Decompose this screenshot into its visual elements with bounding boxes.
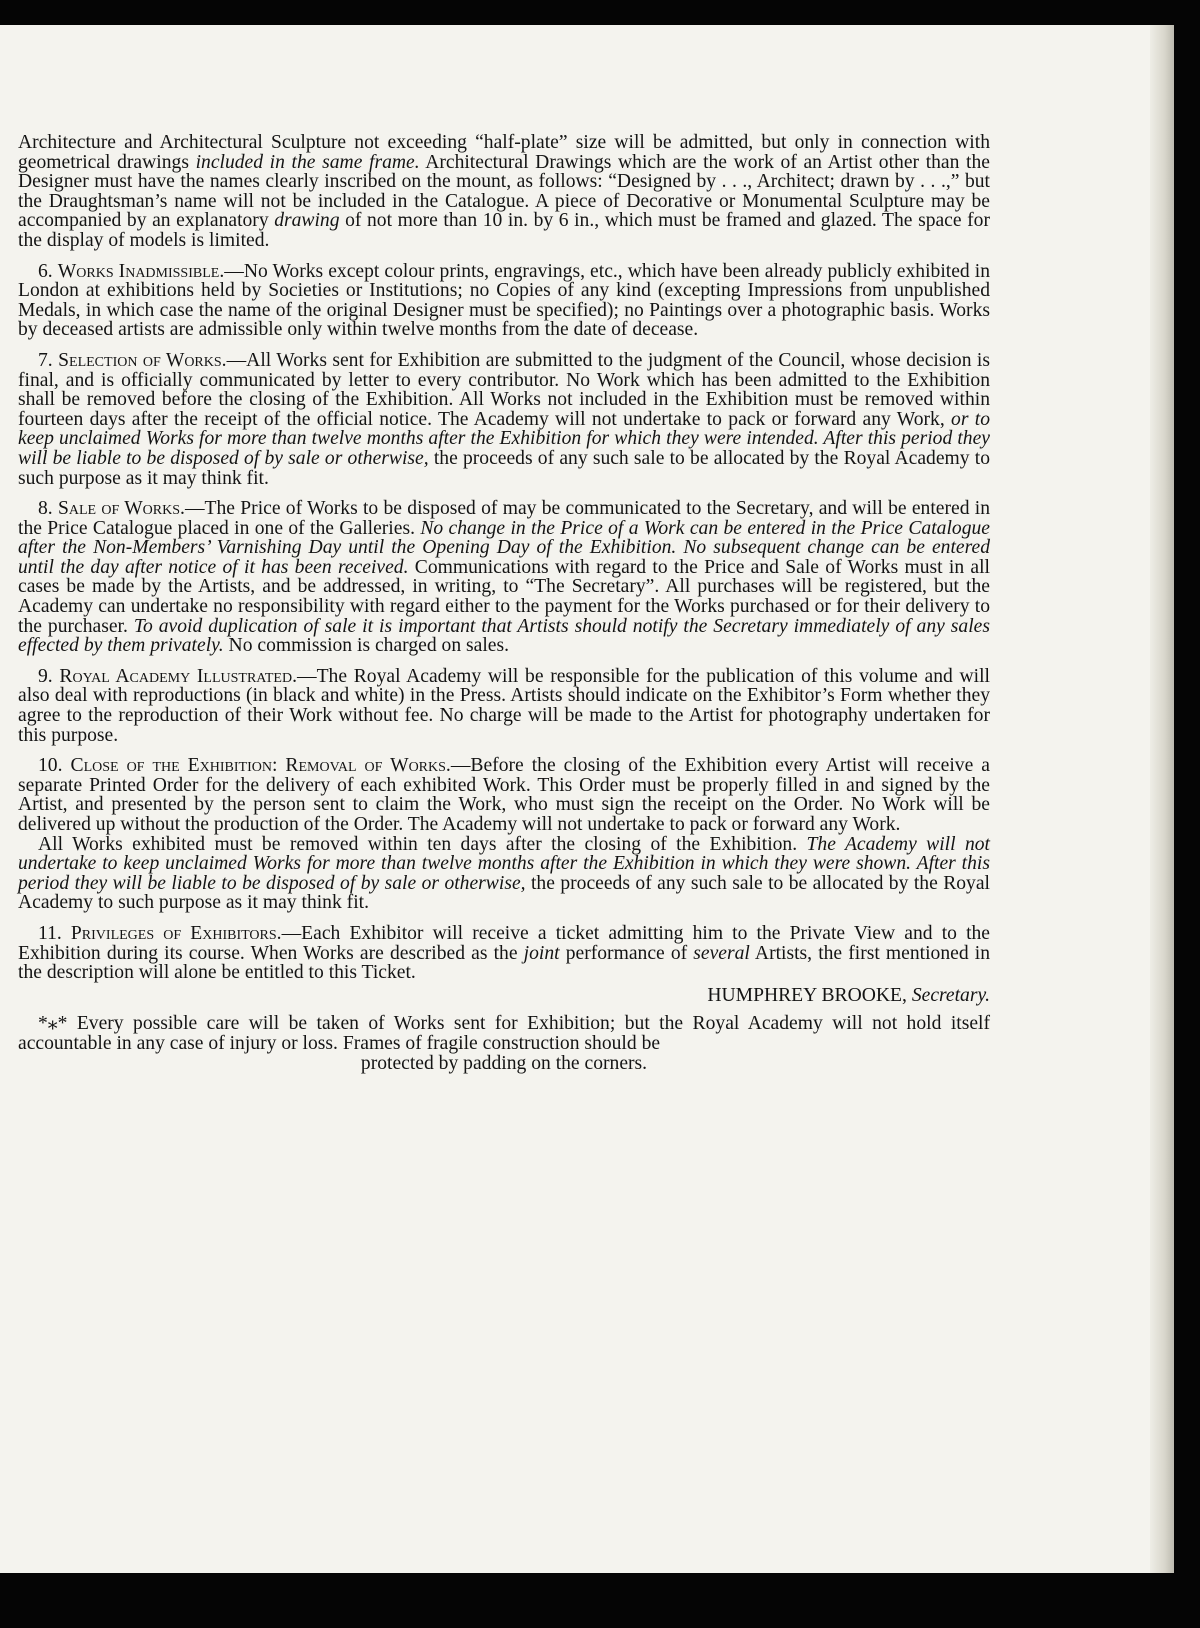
section-8-italic-2: To avoid duplication of sale it is important that Artists should notify the Secretary immediately of any sales effected by them privately. <box>18 615 990 657</box>
signature <box>18 986 990 1006</box>
footnote-text-end: protected by padding on the corners. <box>360 1052 648 1074</box>
section-7-number: 7. <box>38 349 53 371</box>
section-8 <box>18 499 990 656</box>
continuation-italic-2: drawing <box>274 210 340 232</box>
footnote <box>18 1014 990 1053</box>
section-10-text: —Before the closing of the Exhibition every Artist will receive a separate Printed Order for the delivery of each exhibited Work. This Order must be properly filled in and signed by the Artist, and presented by the person sent to claim the Work, who must sign the receipt on the Order. No Work will be delivered up without the production of the Order. The Academy will not undertake to pack or forward any Work. <box>18 755 990 835</box>
section-11-number: 11. <box>38 922 62 944</box>
section-10 <box>18 756 990 834</box>
section-11-text-1: —Each Exhibitor will receive a ticket admitting him to the Private View and to the Exhibition during its course. When Works are described as the <box>18 922 991 964</box>
continuation-text-1: Architecture and Architectural Sculpture not exceeding “half-plate” size will be admitted, but only in connection with geometrical drawings <box>18 132 990 173</box>
section-6-number: 6. <box>38 260 53 282</box>
signature-name: HUMPHREY BROOKE, <box>707 984 912 1006</box>
section-10-paragraph-2 <box>18 835 990 913</box>
continuation-text-2: Architectural Drawings which are the work of an Artist other than the Designer must have the names clearly inscribed on the mount, as follows: “Designed by . . ., Architect; drawn by . . .,” but the Draughtsman’s name will not be included in the Catalogue. A piece of Decorative or Monumental Sculpture may be accompanied by an explanatory <box>18 151 990 232</box>
section-7-text-2: the proceeds of any such sale to be allocated by the Royal Academy to such purpose as it may think fit. <box>18 447 991 489</box>
section-10-p2-text-1: All Works exhibited must be removed within ten days after the closing of the Exhibition. <box>38 833 807 855</box>
section-8-heading: Sale of Works. <box>57 498 185 520</box>
section-10-p2-text-2: the proceeds of any such sale to be allocated by the Royal Academy to such purpose as it may think fit. <box>18 872 990 914</box>
section-11-text-2: performance of <box>559 942 694 964</box>
section-11-text-3: Artists, the first mentioned in the description will alone be entitled to this Ticket. <box>18 942 991 984</box>
section-11-italic-2: several <box>693 942 750 964</box>
continuation-italic-1: included in the same frame. <box>195 151 420 173</box>
section-7-text-1: —All Works sent for Exhibition are submitted to the judgment of the Council, whose decision is final, and is officially communicated by letter to every contributor. No Work which has been admitted to the Exhibition shall be removed before the closing of the Exhibition. All Works not included in the Exhibition must be removed within fourteen days after the receipt of the official notice. The Academy will not undertake to pack or forward any Work, <box>18 349 990 430</box>
footnote-marker: *⁎* <box>38 1013 68 1035</box>
section-8-italic-1: No change in the Price of a Work can be entered in the Price Catalogue after the Non-Members’ Varnishing Day until the Opening Day of the Exhibition. No subsequent change can be entered until the day after notice of it has been received. <box>18 517 990 578</box>
section-8-text-3: No commission is charged on sales. <box>223 635 509 657</box>
section-6-heading: Works Inadmissible. <box>57 260 225 282</box>
section-8-number: 8. <box>38 498 53 520</box>
continuation-paragraph <box>18 133 990 251</box>
section-10-heading: Close of the Exhibition: Removal of Works. <box>70 755 451 777</box>
section-7 <box>18 351 990 488</box>
section-11 <box>18 924 990 983</box>
section-9-number: 9. <box>38 665 53 687</box>
footnote-last-line <box>18 1054 990 1074</box>
footnote-text: Every possible care will be taken of Works sent for Exhibition; but the Royal Academy will not hold itself accountable in any case of injury or loss. Frames of fragile construction should be <box>18 1013 990 1054</box>
document-body <box>18 133 990 1073</box>
section-7-italic: or to keep unclaimed Works for more than twelve months after the Exhibition for which they were intended. After this period they will be liable to be disposed of by sale or otherwise, <box>18 408 991 469</box>
continuation-text-3: of not more than 10 in. by 6 in., which must be framed and glazed. The space for the display of models is limited. <box>18 210 990 251</box>
section-8-text-2: Communications with regard to the Price and Sale of Works must in all cases be made by the Artists, and be addressed, in writing, to “The Secretary”. All purchases will be registered, but the Academy can undertake no responsibility with regard either to the payment for the Works purchased or for their delivery to the purchaser. <box>18 556 990 637</box>
section-8-text-1: —The Price of Works to be disposed of may be communicated to the Secretary, and will be entered in the Price Catalogue placed in one of the Galleries. <box>18 498 991 539</box>
signature-title: Secretary. <box>911 984 990 1006</box>
section-6-text: —No Works except colour prints, engravings, etc., which have been already publicly exhibited in London at exhibitions held by Societies or Institutions; no Copies of any kind (excepting Impressions from unpublished Medals, in which case the name of the original Designer must be specified); no Paintings over a photographic basis. Works by deceased artists are admissible only within twelve months from the date of decease. <box>18 260 991 341</box>
section-9-text: —The Royal Academy will be responsible for the publication of this volume and will also deal with reproductions (in black and white) in the Press. Artists should indicate on the Exhibitor’s Form whether they agree to the reproduction of their Work without fee. No charge will be made to the Artist for photography undertaken for this purpose. <box>18 665 990 746</box>
section-9-heading: Royal Academy Illustrated. <box>59 665 297 687</box>
section-10-p2-italic: The Academy will not undertake to keep unclaimed Works for more than twelve months after the Exhibition in which they were shown. After this period they will be liable to be disposed of by sale or otherwise, <box>18 833 990 894</box>
section-6 <box>18 262 990 340</box>
page-edge-shadow <box>1150 25 1174 1573</box>
section-10-number: 10. <box>38 755 63 777</box>
section-9 <box>18 667 990 745</box>
section-11-heading: Privileges of Exhibitors. <box>70 922 282 944</box>
section-11-italic-1: joint <box>523 942 560 964</box>
section-7-heading: Selection of Works. <box>58 349 227 371</box>
